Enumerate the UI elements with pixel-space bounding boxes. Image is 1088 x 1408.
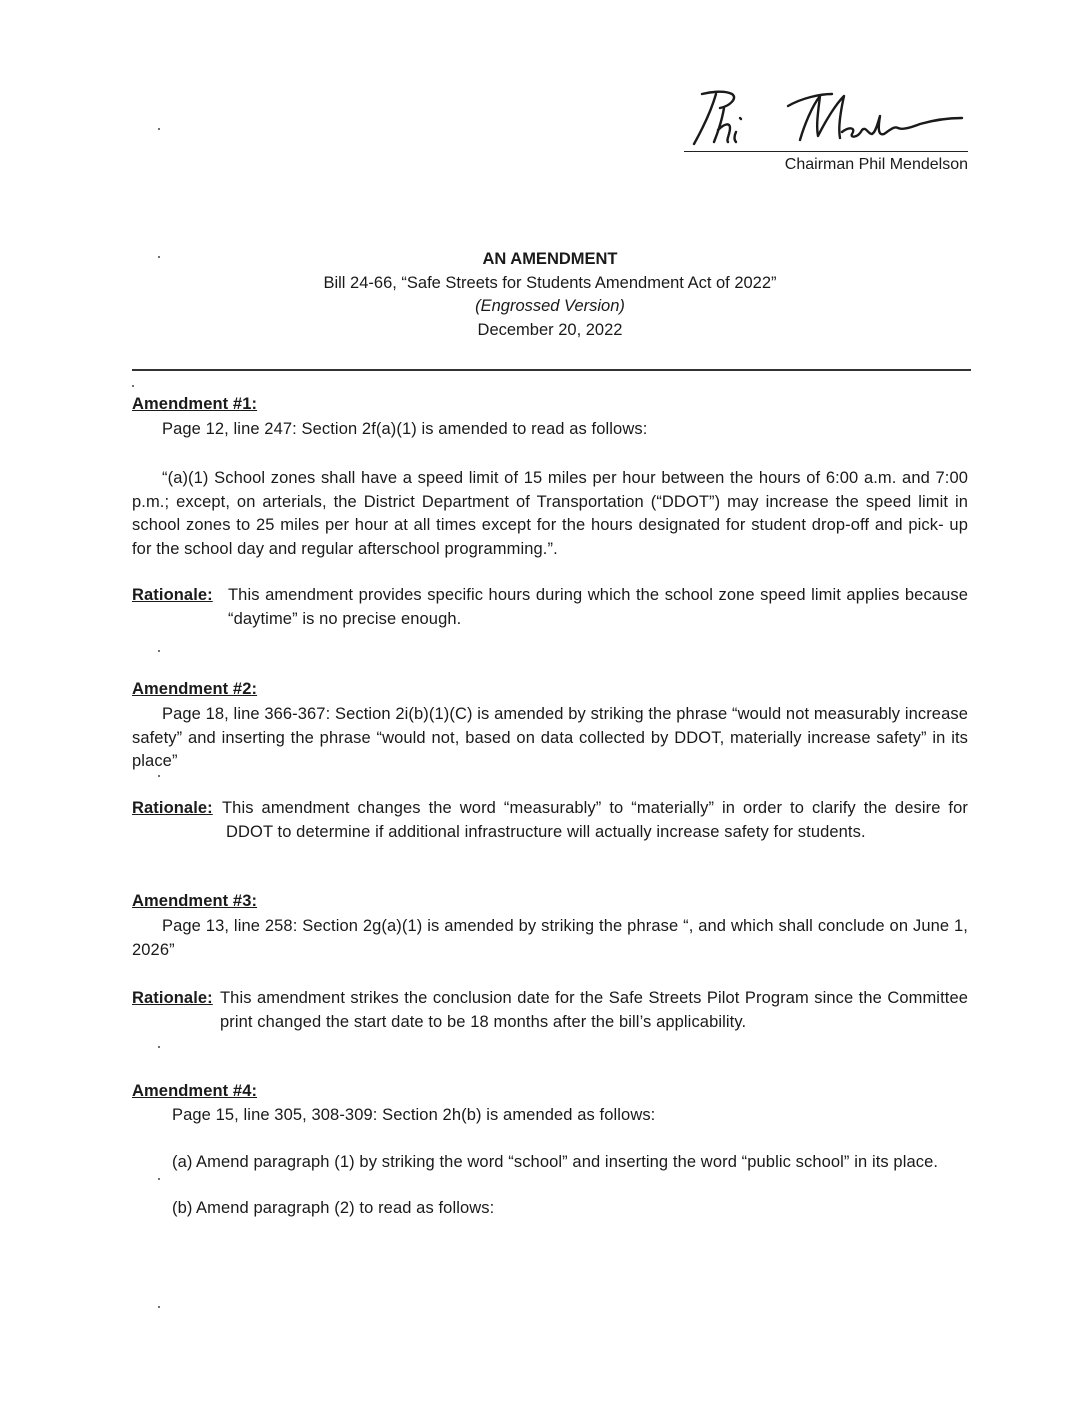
signatory-title: Chairman Phil Mendelson	[784, 156, 968, 173]
rationale-label: Rationale:	[132, 799, 213, 817]
document-header	[180, 248, 920, 342]
list-item-marker: (a)	[172, 1153, 193, 1171]
rationale-text: This amendment strikes the conclusion date for the Safe Streets Pilot Program since the Committee print changed the start date to be 18 months after the bill’s applicability.	[220, 989, 968, 1031]
rationale-text: This amendment provides specific hours during which the school zone speed limit applies because “daytime” is no precise enough.	[228, 586, 968, 628]
amendment-instruction: Page 13, line 258: Section 2g(a)(1) is amended by striking the phrase “, and which shall conclude on June 1, 2026”	[132, 917, 968, 959]
amendment-heading: Amendment #2:	[132, 680, 258, 698]
rationale-label: Rationale:	[132, 989, 213, 1007]
rationale-text: This amendment changes the word “measurably” to “materially” in order to clarify the desire for DDOT to determine if additional infrastructure will actually increase safety for students.	[222, 799, 968, 841]
handwritten-signature	[680, 86, 970, 152]
list-item-text: Amend paragraph (2) to read as follows:	[196, 1199, 495, 1217]
list-item	[172, 1151, 968, 1175]
amendment-instruction: Page 12, line 247: Section 2f(a)(1) is amended to read as follows:	[162, 420, 648, 438]
header-rule	[132, 369, 971, 371]
amendment-instruction: Page 15, line 305, 308-309: Section 2h(b) is amended as follows:	[172, 1106, 656, 1124]
amendment-instruction: Page 18, line 366-367: Section 2i(b)(1)(C) is amended by striking the phrase “would not measurably increase safety” and inserting the phrase “would not, based on data collected by DDOT, materially increase safety” in its place”	[132, 705, 968, 770]
list-item	[172, 1197, 968, 1221]
page-title: AN AMENDMENT	[482, 250, 618, 268]
signature-line	[684, 151, 968, 152]
version-label: (Engrossed Version)	[475, 297, 625, 315]
amendment-heading: Amendment #3:	[132, 892, 258, 910]
amendment-heading: Amendment #1:	[132, 395, 258, 413]
list-item-marker: (b)	[172, 1199, 193, 1217]
bill-line: Bill 24-66, “Safe Streets for Students Amendment Act of 2022”	[323, 273, 777, 292]
list-item-text: Amend paragraph (1) by striking the word “school” and inserting the word “public school” in its place.	[196, 1153, 939, 1171]
rationale-label: Rationale:	[132, 586, 213, 604]
document-date: December 20, 2022	[477, 320, 623, 339]
amendment-heading: Amendment #4:	[132, 1082, 258, 1100]
amendment-quoted-text: “(a)(1) School zones shall have a speed limit of 15 miles per hour between the hours of 6:00 a.m. and 7:00 p.m.; except, on arterials, the District Department of Transportation (“DDOT”) may increase the speed limit in school zones to 25 miles per hour at all times except for the hours designated for student drop-off and pick- up for the school day and regular afterschool programming.”.	[132, 469, 968, 558]
